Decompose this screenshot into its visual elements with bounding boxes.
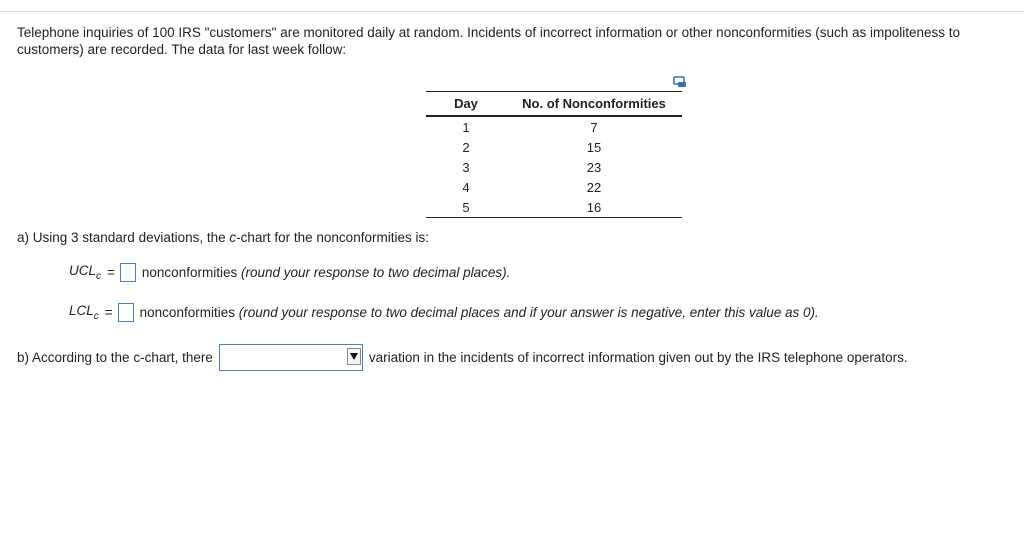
header-nonconformities: No. of Nonconformities bbox=[506, 92, 682, 117]
part-a-suffix: -chart for the nonconformities is: bbox=[236, 230, 429, 245]
cell-day: 4 bbox=[462, 179, 470, 195]
lcl-hint: (round your response to two decimal places and if your answer is negative, enter this value as 0). bbox=[238, 305, 819, 320]
header-day: Day bbox=[426, 92, 506, 117]
part-a-prefix: a) Using 3 standard deviations, the bbox=[17, 230, 230, 245]
ucl-equals: = bbox=[107, 265, 115, 280]
dropdown-arrow-icon[interactable] bbox=[347, 348, 361, 365]
lcl-unit: nonconformities bbox=[139, 305, 235, 320]
part-a-prompt bbox=[17, 230, 429, 245]
part-b-line bbox=[17, 344, 908, 371]
cell-count: 23 bbox=[586, 159, 602, 175]
part-b-suffix: variation in the incidents of incorrect information given out by the IRS telephone operators. bbox=[368, 350, 908, 365]
cell-day: 5 bbox=[426, 197, 506, 218]
table-row bbox=[426, 116, 682, 137]
variation-dropdown[interactable] bbox=[219, 344, 363, 371]
problem-intro: Telephone inquiries of 100 IRS "customers" are monitored daily at random. Incidents of incorrect information or other nonconformities (such as impoliteness to customers) are recorded. The data for last week follow: bbox=[17, 25, 961, 57]
copy-icon[interactable] bbox=[673, 76, 687, 88]
ucl-hint: (round your response to two decimal places). bbox=[240, 265, 511, 280]
ucl-label: $UCL_c$ bbox=[69, 263, 102, 282]
cell-count: 7 bbox=[590, 119, 598, 135]
lcl-answer-line bbox=[69, 303, 819, 322]
cell-count: 15 bbox=[586, 139, 602, 155]
table-row bbox=[426, 177, 682, 197]
part-a-c-italic: c bbox=[229, 230, 237, 245]
cell-count: 22 bbox=[586, 179, 602, 195]
top-divider bbox=[0, 11, 1024, 12]
ucl-input[interactable] bbox=[120, 263, 136, 282]
table-row bbox=[426, 157, 682, 177]
nonconformities-table bbox=[426, 91, 682, 218]
ucl-answer-line bbox=[69, 263, 510, 282]
table-row bbox=[426, 197, 682, 218]
table-header-row bbox=[426, 92, 682, 117]
ucl-unit: nonconformities bbox=[141, 265, 238, 280]
cell-count: 16 bbox=[506, 197, 682, 218]
part-b-prefix: b) According to the c-chart, there bbox=[17, 350, 213, 365]
lcl-label: $LCL_c$ bbox=[69, 303, 99, 322]
cell-day: 3 bbox=[462, 159, 470, 175]
table-row bbox=[426, 137, 682, 157]
cell-day: 2 bbox=[462, 139, 470, 155]
lcl-input[interactable] bbox=[118, 303, 134, 322]
lcl-equals: = bbox=[104, 305, 113, 320]
cell-day: 1 bbox=[462, 119, 470, 135]
